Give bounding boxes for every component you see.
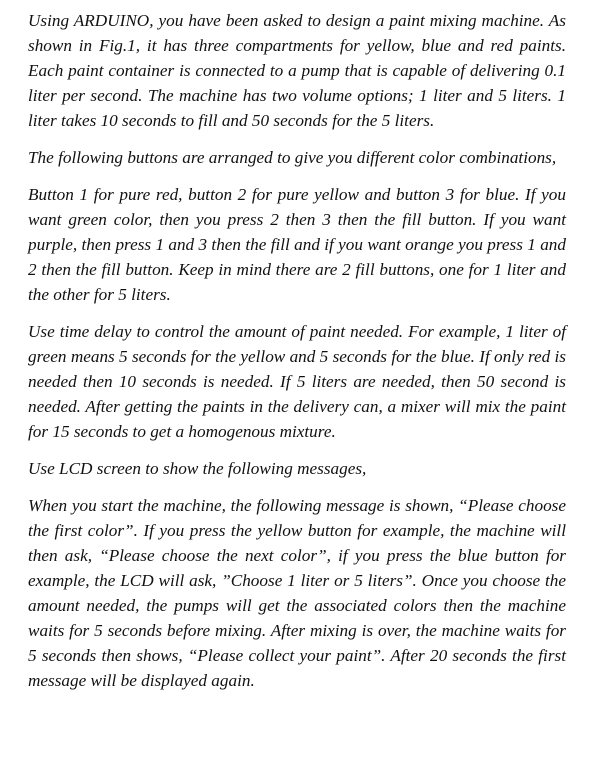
paragraph-time-delay: Use time delay to control the amount of paint needed. For example, 1 liter of green means 5 seconds for the yellow and 5 seconds for the blue. If only red is needed then 10 seconds is needed. If 5 liters are needed, then 50 second is needed. After getting the paints in the delivery can, a mixer will mix the paint for 15 seconds to get a homogenous mixture. xyxy=(28,322,566,441)
paragraph-lcd-heading: Use LCD screen to show the following messages, xyxy=(28,459,367,478)
paragraph-intro: Using ARDUINO, you have been asked to design a paint mixing machine. As shown in Fig.1, it has three compartments for yellow, blue and red paints. Each paint container is connected to a pump that is capable of delivering 0.1 liter per second. The machine has two volume options; 1 liter and 5 liters. 1 liter takes 10 seconds to fill and 50 seconds for the 5 liters. xyxy=(28,11,566,130)
paragraph-button-combinations: Button 1 for pure red, button 2 for pure yellow and button 3 for blue. If you want green color, then you press 2 then 3 then the fill button. If you want purple, then press 1 and 3 then the fill and if you want orange you press 1 and 2 then the fill button. Keep in mind there are 2 fill buttons, one for 1 liter and the other for 5 liters. xyxy=(28,185,566,304)
document-body xyxy=(28,8,566,705)
paragraph-lcd-messages: When you start the machine, the following message is shown, “Please choose the first color”. If you press the yellow button for example, the machine will then ask, “Please choose the next color”, if you press the blue button for example, the LCD will ask, ”Choose 1 liter or 5 liters”. Once you choose the amount needed, the pumps will get the associated colors then the machine waits for 5 seconds before mixing. After mixing is over, the machine waits for 5 seconds then shows, “Please collect your paint”. After 20 seconds the first message will be displayed again. xyxy=(28,496,566,690)
paragraph-buttons-heading: The following buttons are arranged to give you different color combinations, xyxy=(28,148,557,167)
